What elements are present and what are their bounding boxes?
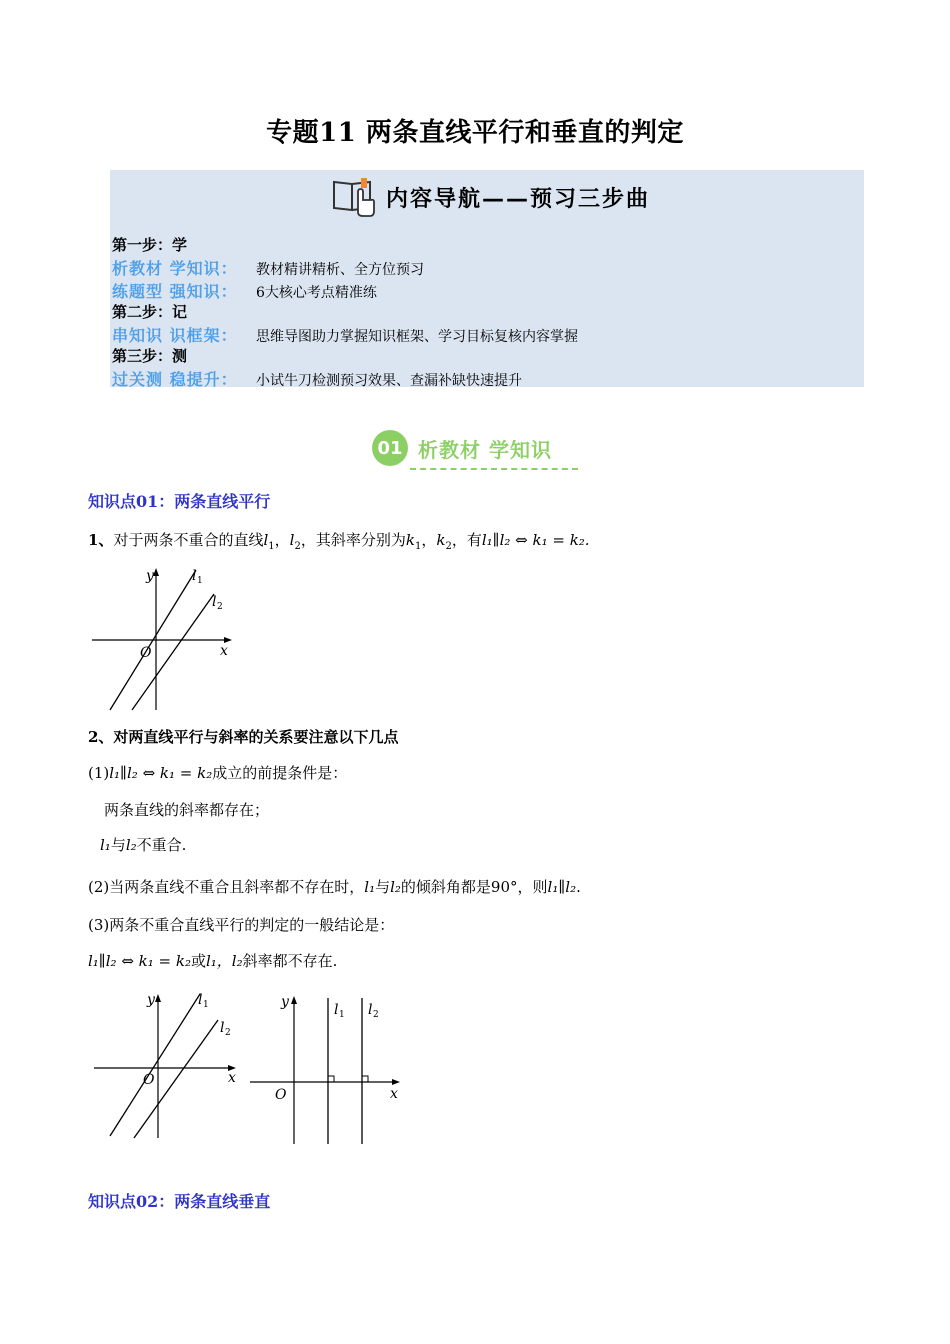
kp1-item1-text-b: ，其斜率分别为	[300, 531, 406, 549]
section-badge	[372, 430, 552, 466]
x-label: x	[228, 1070, 236, 1086]
section-label: 析教材 学知识	[418, 437, 552, 462]
l1-sub: 1	[197, 576, 203, 586]
kp1-p1	[88, 762, 347, 783]
right-angle-mark-2	[362, 1076, 368, 1082]
section-divider	[410, 468, 578, 470]
kp1-p3-or: 或	[190, 952, 206, 970]
x-label: x	[390, 1086, 398, 1102]
y-label: y	[146, 568, 154, 584]
kp1-p1b-mid: 与	[110, 836, 126, 854]
step-2-label: 第二步：记	[112, 303, 188, 321]
origin-label: O	[143, 1072, 155, 1088]
kp1-p3-formula-line	[88, 950, 337, 971]
graph-vertical-lines	[248, 986, 406, 1146]
l1-label: l	[198, 992, 203, 1008]
kp1-p2-num: (2)	[88, 878, 110, 896]
step-3-label: 第三步：测	[112, 347, 188, 365]
kp1-p2-formula-c: l₁∥l₂	[547, 878, 577, 896]
origin-label: O	[275, 1087, 287, 1103]
kp1-p2-mid: 与	[375, 878, 391, 896]
kp1-p2-end: .	[576, 878, 581, 896]
kp1-p1b-formula: l₁	[100, 836, 111, 854]
kp1-p1-formula: l₁∥l₂ ⇔ k₁ = k₂	[109, 764, 213, 782]
kp1-p2-text-a: 当两条直线不重合且斜率都不存在时，	[109, 878, 365, 896]
kp1-p3-lines: l₁，l₂	[205, 952, 243, 970]
nav-row-4	[112, 367, 522, 390]
nav-row-4-desc: 小试牛刀检测预习效果、查漏补缺快速提升	[256, 373, 522, 389]
nav-row-4-tag: 过关测 稳提升：	[112, 370, 238, 389]
nav-row-3-tag: 串知识 识框架：	[112, 326, 238, 345]
nav-banner	[330, 174, 650, 220]
l1-sub: 1	[339, 1010, 345, 1020]
nav-row-3-desc: 思维导图助力掌握知识框架、学习目标复核内容掌握	[256, 329, 578, 345]
l1-label: l	[334, 1002, 339, 1018]
kp1-p3-text: 两条不重合直线平行的判定的一般结论是：	[109, 916, 395, 934]
nav-row-2	[112, 279, 377, 302]
kp1-p2-angle: 90°	[490, 878, 518, 896]
kp1-p2-text-b: 的倾斜角都是	[400, 878, 491, 896]
kp1-item2-heading: 2、对两直线平行与斜率的关系要注意以下几点	[88, 728, 399, 746]
right-angle-mark-1	[328, 1076, 334, 1082]
l2-label: l	[220, 1020, 225, 1036]
kp1-item1-formula: l₁∥l₂ ⇔ k₁ = k₂.	[481, 531, 590, 549]
graph-parallel-lines-2	[90, 986, 242, 1142]
y-label: y	[147, 992, 155, 1008]
nav-row-2-desc: 6大核心考点精准练	[256, 285, 377, 301]
nav-row-3	[112, 323, 578, 346]
graph-parallel-lines-1	[88, 562, 238, 714]
l2-sub: 2	[225, 1028, 231, 1038]
kp1-p2-formula-b: l₂	[390, 878, 401, 896]
y-axis-arrow	[291, 996, 297, 1004]
kp1-p3	[88, 914, 394, 935]
kp1-p1-text: 成立的前提条件是：	[212, 764, 348, 782]
book-hand-icon	[330, 176, 380, 218]
l2-sub: 2	[373, 1010, 379, 1020]
page-title: 专题11 两条直线平行和垂直的判定	[266, 118, 684, 148]
kp1-p1b-formula2: l₂	[125, 836, 137, 854]
y-label: y	[281, 994, 289, 1010]
kp1-p3-num: (3)	[88, 916, 110, 934]
kp1-p2	[88, 876, 581, 897]
kp1-item1-text-c: ，有	[451, 531, 482, 549]
kp1-p1a: 两条直线的斜率都存在；	[104, 801, 270, 819]
kp1-p1b-text: 不重合.	[136, 836, 187, 854]
kp1-item1: 1、对于两条不重合的直线$l_1$，$l_2$，其斜率分别为$k_1$，$k_2$，有l₁∥l₂ ⇔ k₁ = k₂.	[88, 531, 590, 552]
l2-label: l	[368, 1002, 373, 1018]
kp2-heading: 知识点02：两条直线垂直	[88, 1192, 271, 1211]
nav-row-1-tag: 析教材 学知识：	[112, 259, 238, 278]
nav-row-1-desc: 教材精讲精析、全方位预习	[256, 262, 424, 278]
kp1-p1-num: (1)	[88, 764, 110, 782]
x-label: x	[220, 643, 228, 659]
kp1-p2-text-c: ，则	[517, 878, 548, 896]
l1-sub: 1	[203, 1000, 209, 1010]
nav-row-2-tag: 练题型 强知识：	[112, 282, 238, 301]
l1-label: l	[192, 568, 197, 584]
l2-sub: 2	[217, 602, 223, 612]
y-axis-arrow	[155, 994, 161, 1002]
x-axis-arrow	[392, 1079, 400, 1085]
step-1-label: 第一步：学	[112, 236, 188, 254]
kp1-p2-formula-a: l₁	[364, 878, 376, 896]
kp1-item1-prefix: 1、	[88, 531, 114, 549]
origin-label: O	[140, 645, 152, 661]
l2-label: l	[212, 594, 217, 610]
kp1-item1-text-a: 对于两条不重合的直线	[113, 531, 264, 549]
section-number: 01	[372, 430, 408, 466]
kp1-p1b	[100, 834, 186, 855]
kp1-p3-text2: 斜率都不存在.	[242, 952, 338, 970]
kp1-heading: 知识点01：两条直线平行	[88, 492, 271, 511]
nav-banner-title: 内容导航——预习三步曲	[386, 186, 651, 212]
kp1-p3-formula: l₁∥l₂ ⇔ k₁ = k₂	[88, 952, 191, 970]
nav-row-1	[112, 256, 424, 279]
